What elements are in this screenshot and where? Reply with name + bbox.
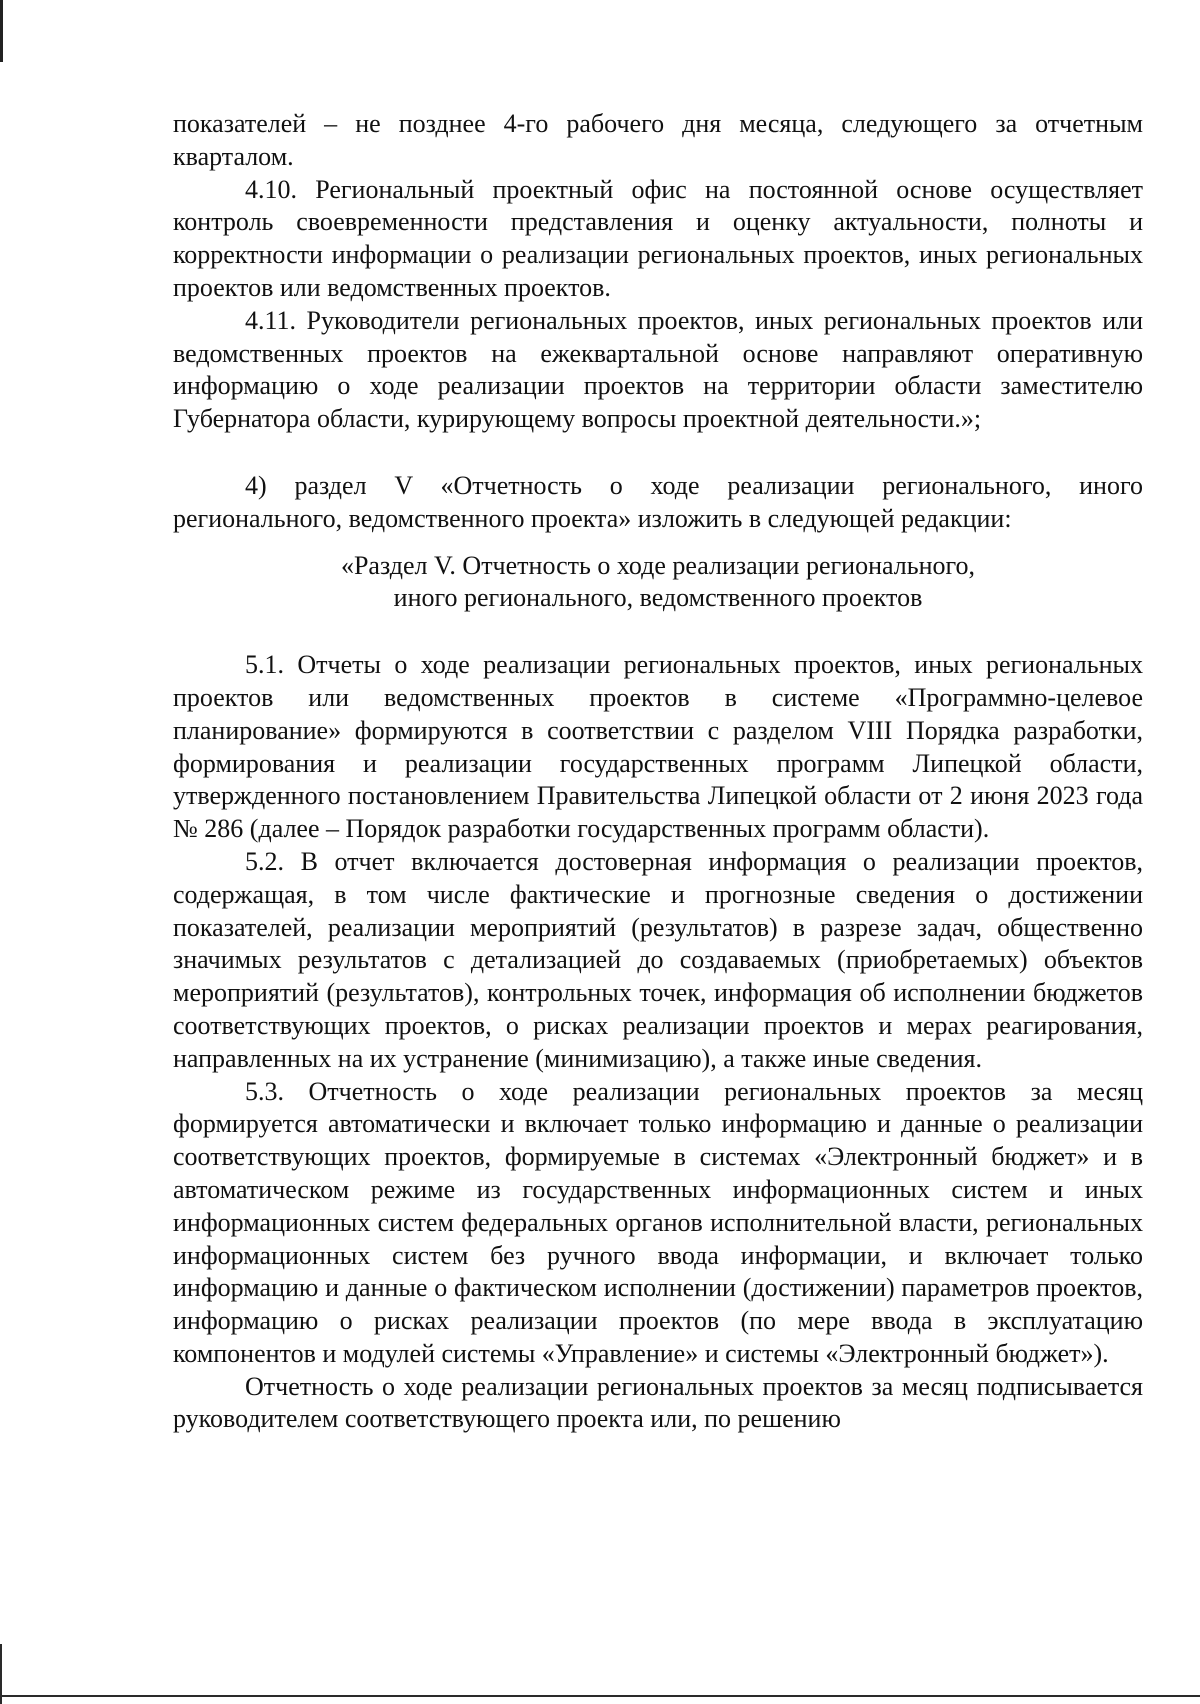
paragraph-amendment-4: 4) раздел V «Отчетность о ходе реализации регионального, иного регионального, ведомственного проекта» изложить в следующей редакции: <box>173 470 1143 533</box>
section-heading <box>173 550 1143 616</box>
section-heading-line-1: «Раздел V. Отчетность о ходе реализации регионального, <box>340 550 976 580</box>
section-heading-line-2: иного регионального, ведомственного проектов <box>393 583 923 613</box>
scan-edge-mark-bottom <box>0 1695 1200 1697</box>
paragraph-4-11: 4.11. Руководители региональных проектов, иных региональных проектов или ведомственных проектов на ежеквартальной основе направляют оперативную информацию о ходе реализации проектов на территории области заместителю Губернатора области, курирующему вопросы проектной деятельности.»; <box>173 305 1143 434</box>
scan-edge-mark-bottom-left <box>0 1644 2 1704</box>
document-body <box>173 108 1143 1436</box>
paragraph-continuation: показателей – не позднее 4-го рабочего дня месяца, следующего за отчетным кварталом. <box>173 109 1143 171</box>
paragraph-5-2: 5.2. В отчет включается достоверная информация о реализации проектов, содержащая, в том числе фактические и прогнозные сведения о достижении показателей, реализации мероприятий (результатов) в разрезе задач, общественно значимых результатов с детализацией до создаваемых (приобретаемых) объектов мероприятий (результатов), контрольных точек, информация об исполнении бюджетов соответствующих проектов, о рисках реализации проектов и мерах реагирования, направленных на их устранение (минимизацию), а также иные сведения. <box>173 846 1143 1073</box>
paragraph-monthly-report-signing: Отчетность о ходе реализации региональных проектов за месяц подписывается руководителем соответствующего проекта или, по решению <box>173 1371 1143 1434</box>
paragraph-5-3: 5.3. Отчетность о ходе реализации региональных проектов за месяц формируется автоматически и включает только информацию и данные о реализации соответствующих проектов, формируемые в системах «Электронный бюджет» и в автоматическом режиме из государственных информационных систем и иных информационных систем федеральных органов исполнительной власти, региональных информационных систем без ручного ввода информации, и включает только информацию и данные о фактическом исполнении (достижении) параметров проектов, информацию о рисках реализации проектов (по мере ввода в эксплуатацию компонентов и модулей системы «Управление» и системы «Электронный бюджет»). <box>173 1076 1143 1368</box>
scan-edge-mark <box>0 0 3 62</box>
paragraph-5-1: 5.1. Отчеты о ходе реализации региональных проектов, иных региональных проектов или ведомственных проектов в системе «Программно-целевое планирование» формируются в соответствии с разделом VIII Порядка разработки, формирования и реализации государственных программ Липецкой области, утвержденного постановлением Правительства Липецкой области от 2 июня 2023 года № 286 (далее – Порядок разработки государственных программ области). <box>173 650 1143 844</box>
paragraph-4-10: 4.10. Региональный проектный офис на постоянной основе осуществляет контроль своевременности представления и оценку актуальности, полноты и корректности информации о реализации региональных проектов, иных региональных проектов или ведомственных проектов. <box>173 174 1143 302</box>
